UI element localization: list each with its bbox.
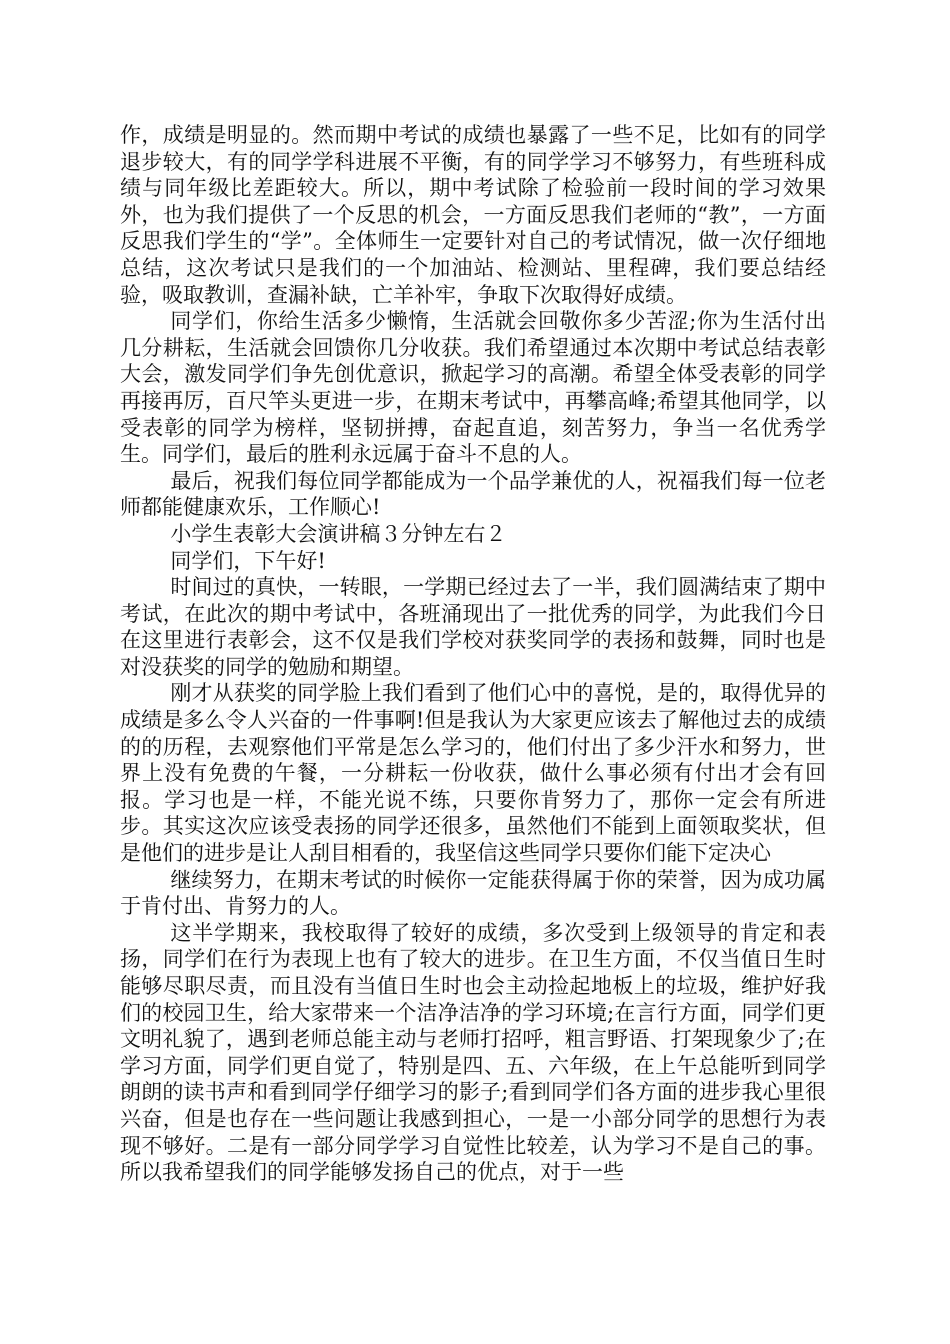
document-page: [120, 122, 826, 1186]
paragraph-1: 作，成绩是明显的。然而期中考试的成绩也暴露了一些不足，比如有的同学退步较大，有的同学学科进展不平衡，有的同学学习不够努力，有些班科成绩与同年级比差距较大。所以，期中考试除了检验前一段时间的学习效果外，也为我们提供了一个反思的机会，一方面反思我们老师的“教”，一方面反思我们学生的“学”。全体师生一定要针对自己的考试情况，做一次仔细地总结，这次考试只是我们的一个加油站、检测站、里程碑，我们要总结经验，吸取教训，查漏补缺，亡羊补牢，争取下次取得好成绩。: [120, 123, 826, 307]
paragraph-7: 这半学期来，我校取得了较好的成绩，多次受到上级领导的肯定和表扬，同学们在行为表现上也有了较大的进步。在卫生方面，不仅当值日生时能够尽职尽责，而且没有当值日生时也会主动捡起地板上的垃圾，维护好我们的校园卫生，给大家带来一个洁净洁净的学习环境;在言行方面，同学们更文明礼貌了，遇到老师总能主动与老师打招呼，粗言野语、打架现象少了;在学习方面，同学们更自觉了，特别是四、五、六年级，在上午总能听到同学朗朗的读书声和看到同学仔细学习的影子;看到同学们各方面的进步我心里很兴奋，但是也存在一些问题让我感到担心，一是一小部分同学的思想行为表现不够好。二是有一部分同学学习自觉性比较差，认为学习不是自己的事。所以我希望我们的同学能够发扬自己的优点，对于一些: [120, 920, 826, 1185]
paragraph-5: 刚才从获奖的同学脸上我们看到了他们心中的喜悦，是的，取得优异的成绩是多么令人兴奋的一件事啊!但是我认为大家更应该去了解他过去的成绩的的历程，去观察他们平常是怎么学习的，他们付出了多少汗水和努力，世界上没有免费的午餐，一分耕耘一份收获，做什么事必须有付出才会有回报。学习也是一样，不能光说不练，只要你肯努力了，那你一定会有所进步。其实这次应该受表扬的同学还很多，虽然他们不能到上面领取奖状，但是他们的进步是让人刮目相看的，我坚信这些同学只要你们能下定决心: [120, 681, 826, 866]
greeting: 同学们，下午好!: [170, 548, 326, 573]
speech-title: 小学生表彰大会演讲稿３分钟左右２: [170, 521, 507, 546]
paragraph-6: 继续努力，在期末考试的时候你一定能获得属于你的荣誉，因为成功属于肯付出、肯努力的人。: [120, 867, 826, 919]
paragraph-4: 时间过的真快，一转眼，一学期已经过去了一半，我们圆满结束了期中考试，在此次的期中考试中，各班涌现出了一批优秀的同学，为此我们今日在这里进行表彰会，这不仅是我们学校对获奖同学的表扬和鼓舞，同时也是对没获奖的同学的勉励和期望。: [120, 575, 826, 679]
paragraph-2: 同学们，你给生活多少懒惰，生活就会回敬你多少苦涩;你为生活付出几分耕耘，生活就会回馈你几分收获。我们希望通过本次期中考试总结表彰大会，激发同学们争先创优意识，掀起学习的高潮。希望全体受表彰的同学再接再厉，百尺竿头更进一步，在期末考试中，再攀高峰;希望其他同学，以受表彰的同学为榜样，坚韧拼搏，奋起直追，刻苦努力，争当一名优秀学生。同学们，最后的胜利永远属于奋斗不息的人。: [120, 309, 826, 467]
paragraph-3: 最后，祝我们每位同学都能成为一个品学兼优的人，祝福我们每一位老师都能健康欢乐，工作顺心!: [120, 468, 826, 520]
